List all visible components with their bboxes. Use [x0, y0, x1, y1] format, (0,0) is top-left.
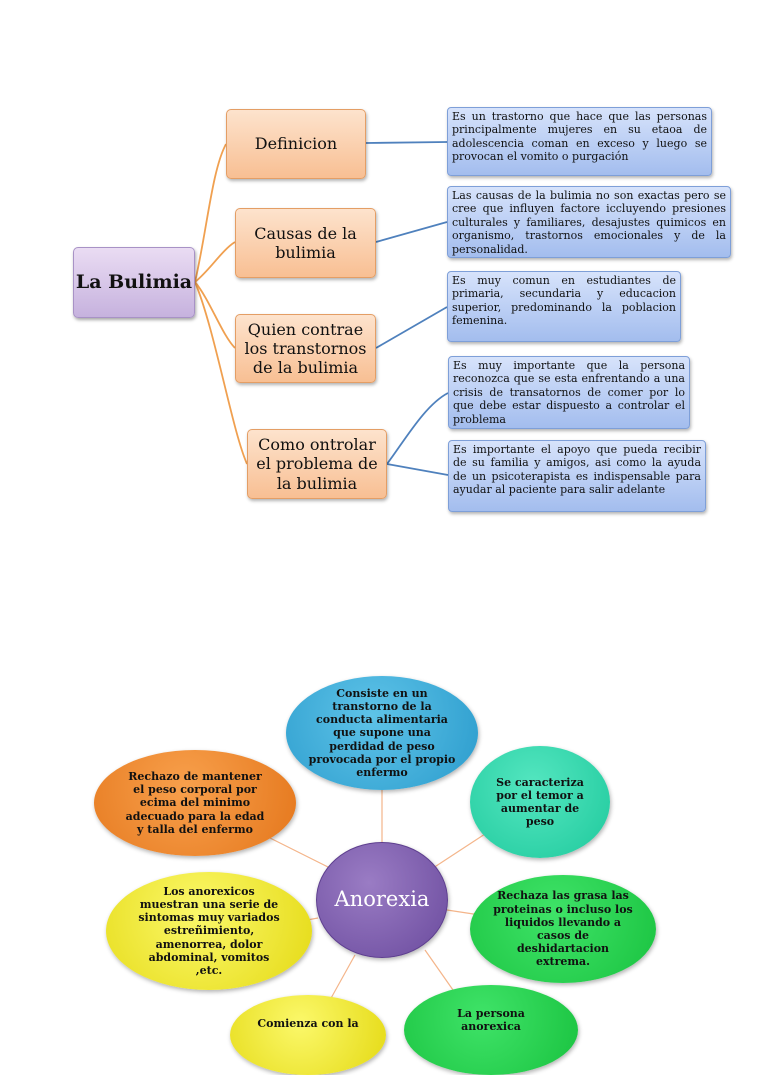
bubble-persona-anorexica: La persona anorexica — [404, 985, 578, 1075]
spoke-orange — [270, 838, 330, 868]
connector-definicion-desc — [366, 142, 447, 143]
bubble-rechaza-grasas: Rechaza las grasa las proteinas o incluso los liquidos llevando a casos de deshidartacion extrema. — [470, 875, 656, 983]
description-definicion: Es un trastorno que hace que las personas principalmente mujeres en su etaoa de adolescencia coman en exceso y luego se provocan el vomito o purgación — [447, 107, 712, 176]
root-node-la-bulimia: La Bulimia — [73, 247, 195, 318]
bubble-definicion-anorexia: Consiste en un transtorno de la conducta alimentaria que supone una perdidad de peso provocada por el propio enfermo — [286, 676, 478, 790]
connector-quien-desc — [376, 307, 447, 348]
bubble-temor-peso: Se caracteriza por el temor a aumentar de peso — [470, 746, 610, 858]
spoke-yellow2 — [330, 955, 355, 1000]
description-quien-contrae: Es muy comun en estudiantes de primaria, secundaria y educacion superior, predominando la poblacion femenina. — [447, 271, 681, 342]
category-como-controlar: Como ontrolar el problema de la bulimia — [247, 429, 387, 499]
connector-como-desc1 — [387, 393, 448, 464]
category-definicion: Definicion — [226, 109, 366, 179]
description-apoyo-familia: Es importante el apoyo que pueda recibir de su familia y amigos, asi como la ayuda de un psicoterapista es indispensable para ayudar al paciente para salir adelante — [448, 440, 706, 512]
connector-causas-desc — [376, 222, 447, 242]
category-causas: Causas de la bulimia — [235, 208, 376, 278]
description-reconocer-problema: Es muy importante que la persona reconozca que se esta enfrentando a una crisis de transatornos de comer por lo que debe estar dispuesto a controlar el problema — [448, 356, 690, 429]
description-causas: Las causas de la bulimia no son exactas pero se cree que influyen factore iccluyendo presiones culturales y familiares, desajustes quimicos en organismo, trastornos emocionales y de la personalidad. — [447, 186, 731, 258]
connector-root-quien — [195, 282, 235, 348]
connector-root-definicion — [195, 144, 226, 282]
center-node-anorexia: Anorexia — [316, 842, 448, 958]
spoke-teal — [430, 834, 485, 870]
bubble-comienza: Comienza con la — [230, 995, 386, 1075]
connector-como-desc2 — [387, 464, 448, 475]
category-quien-contrae: Quien contrae los transtornos de la bulimia — [235, 314, 376, 383]
bubble-rechazo-peso: Rechazo de mantener el peso corporal por ecima del minimo adecuado para la edad y talla del enfermo — [94, 750, 296, 856]
bubble-sintomas: Los anorexicos muestran una serie de sintomas muy variados estreñimiento, amenorrea, dolor abdominal, vomitos ,etc. — [106, 872, 312, 990]
